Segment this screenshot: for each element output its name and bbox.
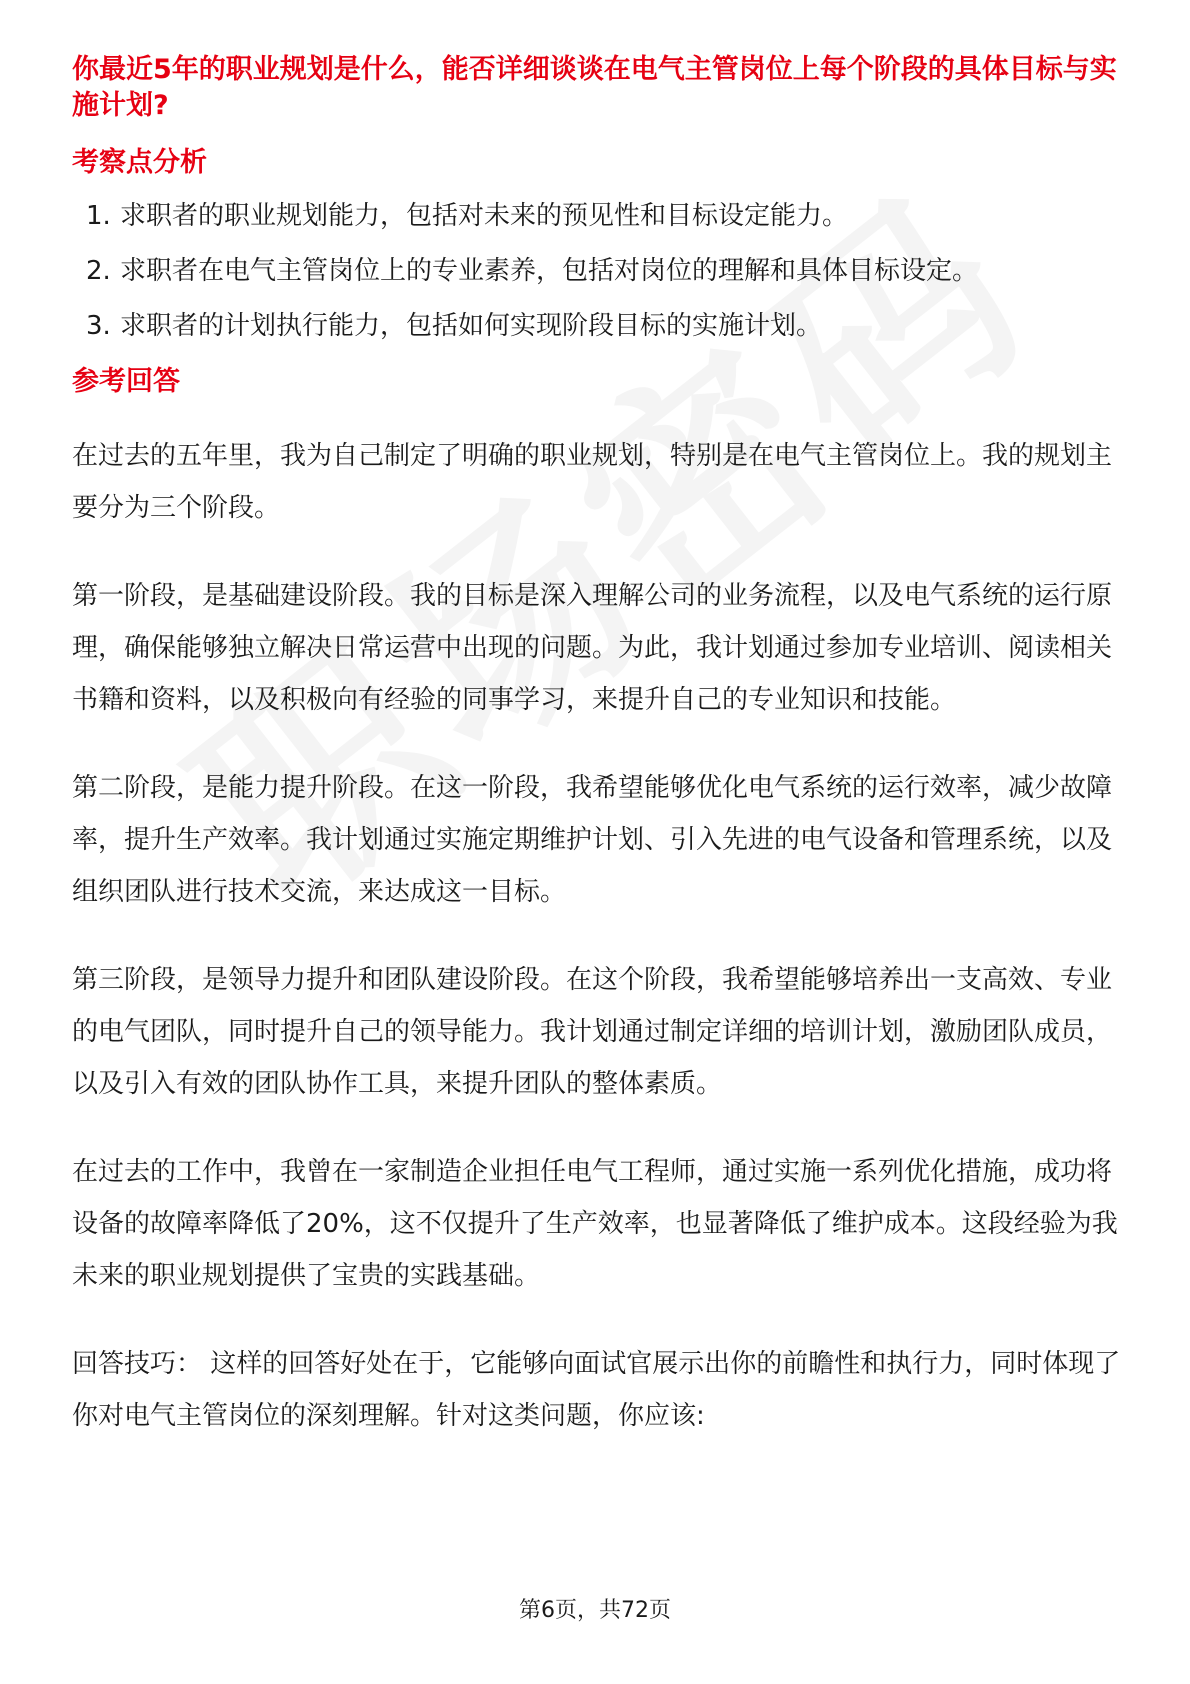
answer-paragraph-tips: 回答技巧： 这样的回答好处在于，它能够向面试官展示出你的前瞻性和执行力，同时体现了你对电气主管岗位的深刻理解。针对这类问题，你应该: [72, 1349, 1121, 1431]
analysis-list [72, 199, 1122, 343]
answer-title: 参考回答 [72, 366, 180, 397]
page-content [72, 52, 1122, 1442]
analysis-item-number: 3. [86, 311, 111, 341]
analysis-item-number: 2. [86, 256, 111, 286]
page-footer: 第6页，共72页 [519, 1598, 671, 1623]
analysis-item-number: 1. [86, 201, 111, 231]
answer-paragraph-stage-3: 第三阶段，是领导力提升和团队建设阶段。在这个阶段，我希望能够培养出一支高效、专业的电气团队，同时提升自己的领导能力。我计划通过制定详细的培训计划，激励团队成员，以及引入有效的团队协作工具，来提升团队的整体素质。 [72, 965, 1113, 1099]
analysis-item-text: 求职者的职业规划能力，包括对未来的预见性和目标设定能力。 [120, 201, 849, 231]
answer-paragraph-stage-1: 第一阶段，是基础建设阶段。我的目标是深入理解公司的业务流程，以及电气系统的运行原理，确保能够独立解决日常运营中出现的问题。为此，我计划通过参加专业培训、阅读相关书籍和资料，以及积极向有经验的同事学习，来提升自己的专业知识和技能。 [72, 581, 1113, 715]
answer-paragraph-stage-2: 第二阶段，是能力提升阶段。在这一阶段，我希望能够优化电气系统的运行效率，减少故障率，提升生产效率。我计划通过实施定期维护计划、引入先进的电气设备和管理系统，以及组织团队进行技术交流，来达成这一目标。 [72, 773, 1113, 907]
answer-paragraph-experience: 在过去的工作中，我曾在一家制造企业担任电气工程师，通过实施一系列优化措施，成功将设备的故障率降低了20%，这不仅提升了生产效率，也显著降低了维护成本。这段经验为我未来的职业规划提供了宝贵的实践基础。 [72, 1157, 1118, 1291]
analysis-item [72, 254, 1122, 288]
analysis-item-text: 求职者的计划执行能力，包括如何实现阶段目标的实施计划。 [120, 311, 823, 341]
question-heading: 你最近5年的职业规划是什么，能否详细谈谈在电气主管岗位上每个阶段的具体目标与实施计划? [72, 54, 1117, 121]
analysis-title: 考察点分析 [72, 147, 207, 178]
analysis-item [72, 199, 1122, 233]
answer-paragraph-intro: 在过去的五年里，我为自己制定了明确的职业规划，特别是在电气主管岗位上。我的规划主要分为三个阶段。 [72, 441, 1113, 523]
analysis-item [72, 309, 1122, 343]
analysis-item-text: 求职者在电气主管岗位上的专业素养，包括对岗位的理解和具体目标设定。 [120, 256, 979, 286]
